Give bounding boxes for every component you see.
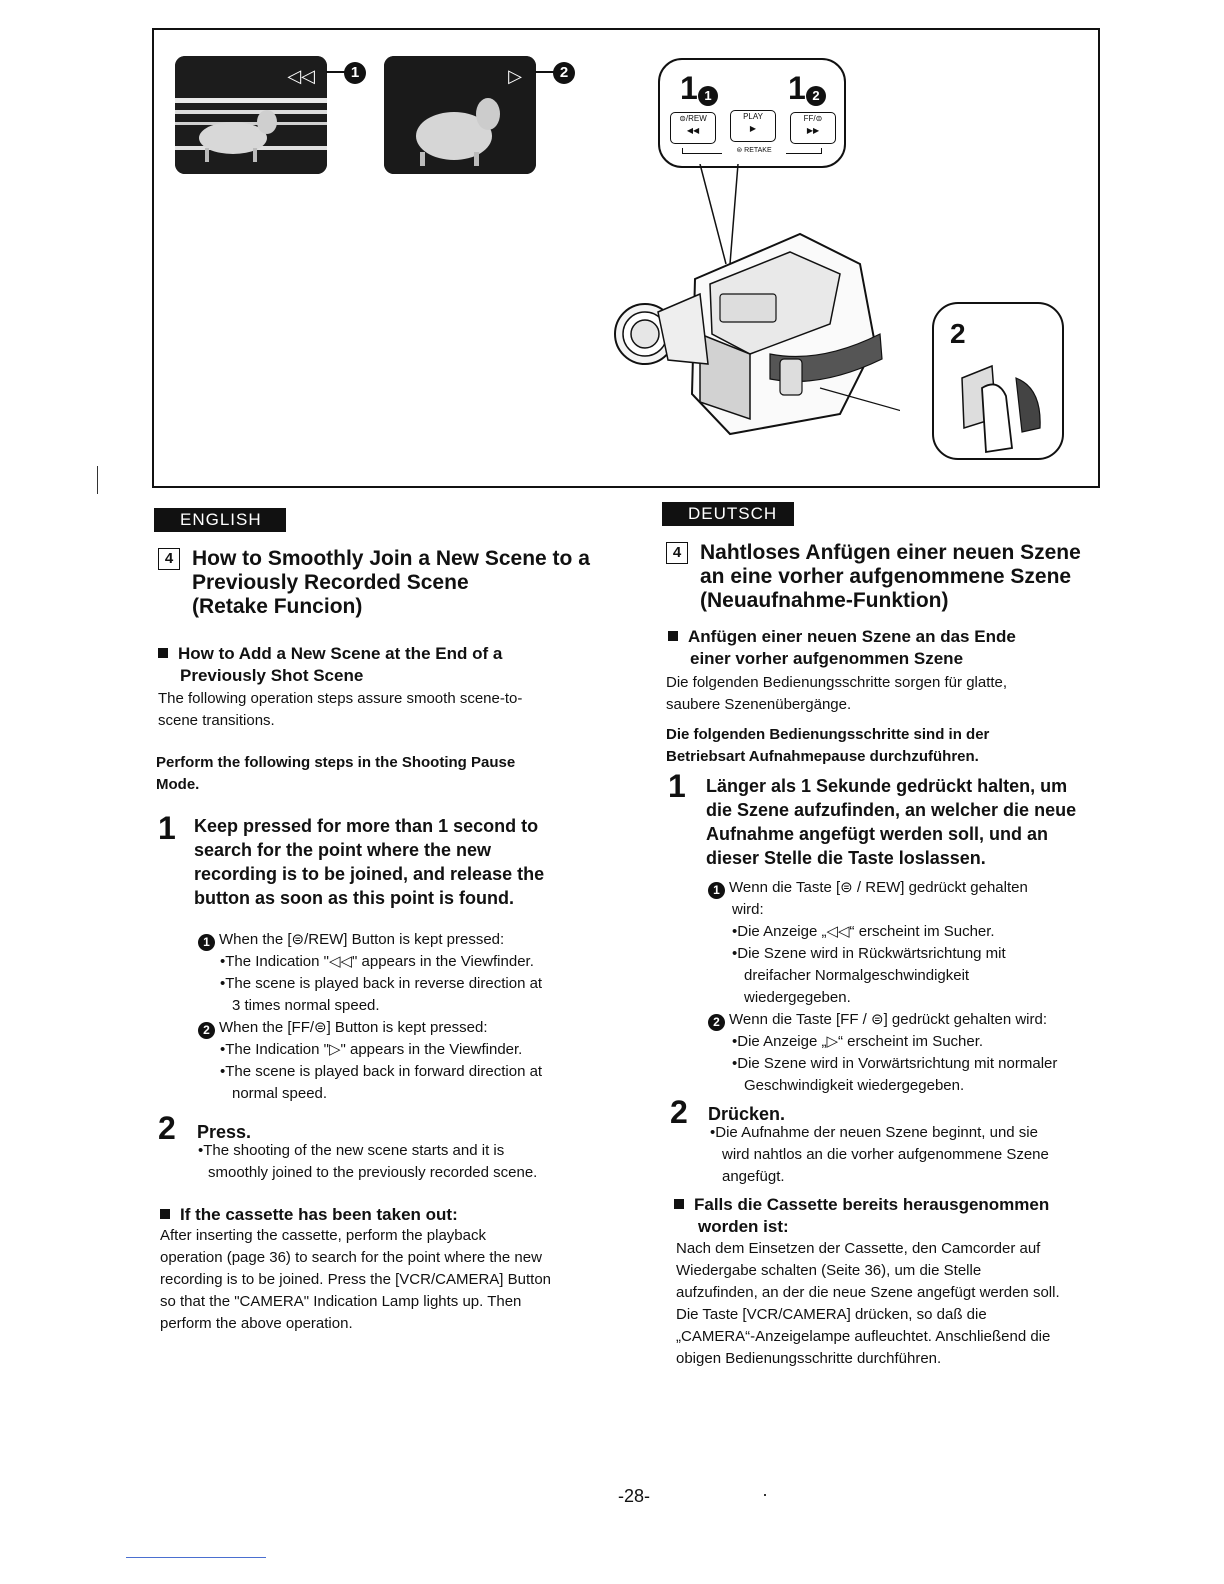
english-b1-bullet: 3 times normal speed. xyxy=(232,997,380,1014)
viewfinder-screen-rewind xyxy=(175,56,327,174)
deutsch-mode-note xyxy=(666,724,1116,768)
deutsch-step-2-details xyxy=(710,1122,1120,1188)
deutsch-intro xyxy=(666,672,1116,716)
deutsch-mode-line: Betriebsart Aufnahmepause durchzuführen. xyxy=(666,748,979,765)
deutsch-b1-bullet: dreifacher Normalgeschwindigkeit xyxy=(744,967,970,984)
deutsch-mode-line: Die folgenden Bedienungsschritte sind in der xyxy=(666,726,990,743)
play-button-label: PLAY xyxy=(743,112,763,121)
deutsch-cassette-heading xyxy=(674,1194,1124,1238)
deutsch-step-2-line: wird nahtlos an die vorher aufgenommene Szene xyxy=(722,1146,1049,1163)
rew-button-label: ⊜/REW xyxy=(679,114,707,123)
square-bullet-icon xyxy=(668,631,678,641)
deutsch-step-1-line: Aufnahme angefügt werden soll, und an xyxy=(706,824,1049,844)
deutsch-b2-bullet: •Die Anzeige „▷“ erscheint im Sucher. xyxy=(732,1033,984,1050)
english-tab: ENGLISH xyxy=(154,508,286,532)
english-title-line: Previously Recorded Scene xyxy=(192,571,469,594)
english-b2-bullet: •The scene is played back in forward direction at xyxy=(220,1063,543,1080)
english-b1-head: When the [⊜/REW] Button is kept pressed: xyxy=(219,931,505,948)
english-subheading xyxy=(158,643,598,687)
deutsch-tab: DEUTSCH xyxy=(662,502,794,526)
detail-inset xyxy=(932,302,1064,460)
bottom-rule xyxy=(126,1557,266,1558)
deutsch-step-1-number: 1 xyxy=(668,768,686,804)
page-number: -28- xyxy=(618,1486,651,1506)
deutsch-b1-bullet: wiedergegeben. xyxy=(744,989,851,1006)
deutsch-step-1-details xyxy=(708,877,1118,1097)
english-step-1-line: button as soon as this point is found. xyxy=(194,888,514,908)
scan-dot xyxy=(764,1494,766,1496)
callout-badge-1: 1 xyxy=(344,62,366,84)
play-button-symbol: ▶ xyxy=(749,124,757,133)
inline-badge-1: 1 xyxy=(708,882,725,899)
ff-button-symbol: ▶▶ xyxy=(806,126,820,135)
english-step-2-title: Press. xyxy=(197,1122,252,1142)
english-mode-line: Perform the following steps in the Shooting Pause xyxy=(156,754,516,771)
margin-mark xyxy=(97,466,98,494)
english-mode-note xyxy=(156,752,596,796)
deutsch-b1-head: Wenn die Taste [⊜ / REW] gedrückt gehalten xyxy=(729,879,1028,896)
english-step-2-number: 2 xyxy=(158,1110,176,1146)
english-intro xyxy=(158,688,598,732)
rewind-indicator: ◁◁ xyxy=(287,66,315,86)
inline-badge-1: 1 xyxy=(198,934,215,951)
square-bullet-icon xyxy=(158,648,168,658)
rew-button[interactable] xyxy=(670,112,716,144)
english-mode-line: Mode. xyxy=(156,776,200,793)
deutsch-title-line: an eine vorher aufgenommene Szene xyxy=(700,565,1072,588)
deutsch-step-1-line: Länger als 1 Sekunde gedrückt halten, um xyxy=(706,776,1068,796)
deutsch-step-1-line: dieser Stelle die Taste loslassen. xyxy=(706,848,986,868)
english-b2-bullet: normal speed. xyxy=(232,1085,328,1102)
deutsch-step-1-title xyxy=(706,774,1116,870)
english-step-2-line: •The shooting of the new scene starts and it is xyxy=(198,1142,505,1159)
deutsch-cassette-line: Nach dem Einsetzen der Cassette, den Camcorder auf xyxy=(676,1240,1041,1257)
deutsch-step-2-line: •Die Aufnahme der neuen Szene beginnt, und sie xyxy=(710,1124,1038,1141)
english-b2-bullet: •The Indication "▷" appears in the Viewfinder. xyxy=(220,1041,523,1058)
english-step-1-details xyxy=(198,929,598,1105)
deutsch-cassette-line: obigen Bedienungsschritte durchführen. xyxy=(676,1350,942,1367)
english-cassette-body xyxy=(160,1225,600,1335)
rew-button-symbol: ◀◀ xyxy=(686,126,700,135)
inline-badge-2: 2 xyxy=(708,1014,725,1031)
english-b2-head: When the [FF/⊜] Button is kept pressed: xyxy=(219,1019,488,1036)
deutsch-cassette-heading-text: worden ist: xyxy=(698,1217,789,1236)
viewfinder-screen-forward xyxy=(384,56,536,174)
deutsch-step-2-number: 2 xyxy=(670,1094,688,1130)
callout-badge-2: 2 xyxy=(553,62,575,84)
deutsch-step-2-line: angefügt. xyxy=(722,1168,785,1185)
deutsch-b2-bullet: •Die Szene wird in Vorwärtsrichtung mit normaler xyxy=(732,1055,1058,1072)
deutsch-cassette-heading-text: Falls die Cassette bereits herausgenommen xyxy=(694,1195,1050,1214)
english-section-number: 4 xyxy=(158,548,180,570)
deutsch-b1-bullet: •Die Szene wird in Rückwärtsrichtung mit xyxy=(732,945,1006,962)
callout-step-right: 1 xyxy=(788,70,806,106)
deutsch-cassette-line: „CAMERA“-Anzeigelampe aufleuchtet. Anschließend die xyxy=(676,1328,1051,1345)
deutsch-subheading-line: Anfügen einer neuen Szene an das Ende xyxy=(688,627,1016,646)
deutsch-subheading xyxy=(668,626,1118,670)
deutsch-b2-bullet: Geschwindigkeit wiedergegeben. xyxy=(744,1077,965,1094)
english-cassette-line: After inserting the cassette, perform the playback xyxy=(160,1227,486,1244)
detail-step-label: 2 xyxy=(950,318,966,349)
callout-badge-right: 2 xyxy=(806,86,826,106)
english-step-2-details xyxy=(198,1140,598,1184)
deutsch-intro-line: saubere Szenenübergänge. xyxy=(666,696,852,713)
english-title-line: How to Smoothly Join a New Scene to a xyxy=(192,547,590,570)
deutsch-cassette-line: Die Taste [VCR/CAMERA] drücken, so daß die xyxy=(676,1306,987,1323)
play-button[interactable] xyxy=(730,110,776,142)
english-cassette-line: so that the "CAMERA" Indication Lamp lights up. Then xyxy=(160,1293,522,1310)
callout-line xyxy=(535,71,555,73)
english-step-2-line: smoothly joined to the previously recorded scene. xyxy=(208,1164,538,1181)
english-intro-line: The following operation steps assure smooth scene-to- xyxy=(158,690,523,707)
square-bullet-icon xyxy=(160,1209,170,1219)
english-subheading-line: How to Add a New Scene at the End of a xyxy=(178,644,503,663)
english-intro-line: scene transitions. xyxy=(158,712,275,729)
deutsch-cassette-line: Wiedergabe schalten (Seite 36), um die Stelle xyxy=(676,1262,982,1279)
english-title xyxy=(158,547,598,619)
deutsch-title-line: Nahtloses Anfügen einer neuen Szene xyxy=(700,541,1081,564)
callout-step-left: 1 xyxy=(680,70,698,106)
english-step-1-title xyxy=(194,814,594,910)
english-cassette-heading xyxy=(160,1204,600,1226)
deutsch-b2-head: Wenn die Taste [FF / ⊜] gedrückt gehalten wird: xyxy=(729,1011,1048,1028)
deutsch-title-line: (Neuaufnahme-Funktion) xyxy=(700,589,949,612)
retake-label: ⊜ RETAKE xyxy=(722,146,786,154)
square-bullet-icon xyxy=(674,1199,684,1209)
english-step-1-line: search for the point where the new xyxy=(194,840,492,860)
english-cassette-heading-text: If the cassette has been taken out: xyxy=(180,1205,458,1224)
english-subheading-line: Previously Shot Scene xyxy=(180,666,364,685)
forward-indicator: ▷ xyxy=(508,66,522,86)
english-title-line: (Retake Funcion) xyxy=(192,595,363,618)
deutsch-section-number: 4 xyxy=(666,542,688,564)
english-b1-bullet: •The scene is played back in reverse direction at xyxy=(220,975,543,992)
callout-line xyxy=(326,71,346,73)
inline-badge-2: 2 xyxy=(198,1022,215,1039)
deutsch-step-1-line: die Szene aufzufinden, an welcher die neue xyxy=(706,800,1077,820)
english-step-1-number: 1 xyxy=(158,810,176,846)
deutsch-b1-bullet: •Die Anzeige „◁◁“ erscheint im Sucher. xyxy=(732,923,995,940)
camcorder-illustration xyxy=(600,164,900,444)
english-b1-bullet: •The Indication "◁◁" appears in the Viewfinder. xyxy=(220,953,534,970)
english-cassette-line: operation (page 36) to search for the point where the new xyxy=(160,1249,542,1266)
deutsch-title xyxy=(666,541,1116,613)
deutsch-subheading-line: einer vorher aufgenommen Szene xyxy=(690,649,964,668)
callout-badge-left: 1 xyxy=(698,86,718,106)
ff-button[interactable] xyxy=(790,112,836,144)
english-cassette-line: recording is to be joined. Press the [VCR/CAMERA] Button xyxy=(160,1271,552,1288)
deutsch-b1-head: wird: xyxy=(732,901,764,918)
english-cassette-line: perform the above operation. xyxy=(160,1315,353,1332)
button-callout xyxy=(658,58,846,168)
deutsch-step-2-title: Drücken. xyxy=(708,1104,786,1124)
english-step-1-line: recording is to be joined, and release the xyxy=(194,864,545,884)
deutsch-cassette-line: aufzufinden, an der die neue Szene angefügt werden soll. xyxy=(676,1284,1060,1301)
deutsch-cassette-body xyxy=(676,1238,1126,1370)
ff-button-label: FF/⊜ xyxy=(803,114,823,123)
deutsch-intro-line: Die folgenden Bedienungsschritte sorgen für glatte, xyxy=(666,674,1008,691)
finger-pressing-icon xyxy=(952,348,1052,456)
english-step-1-line: Keep pressed for more than 1 second to xyxy=(194,816,539,836)
